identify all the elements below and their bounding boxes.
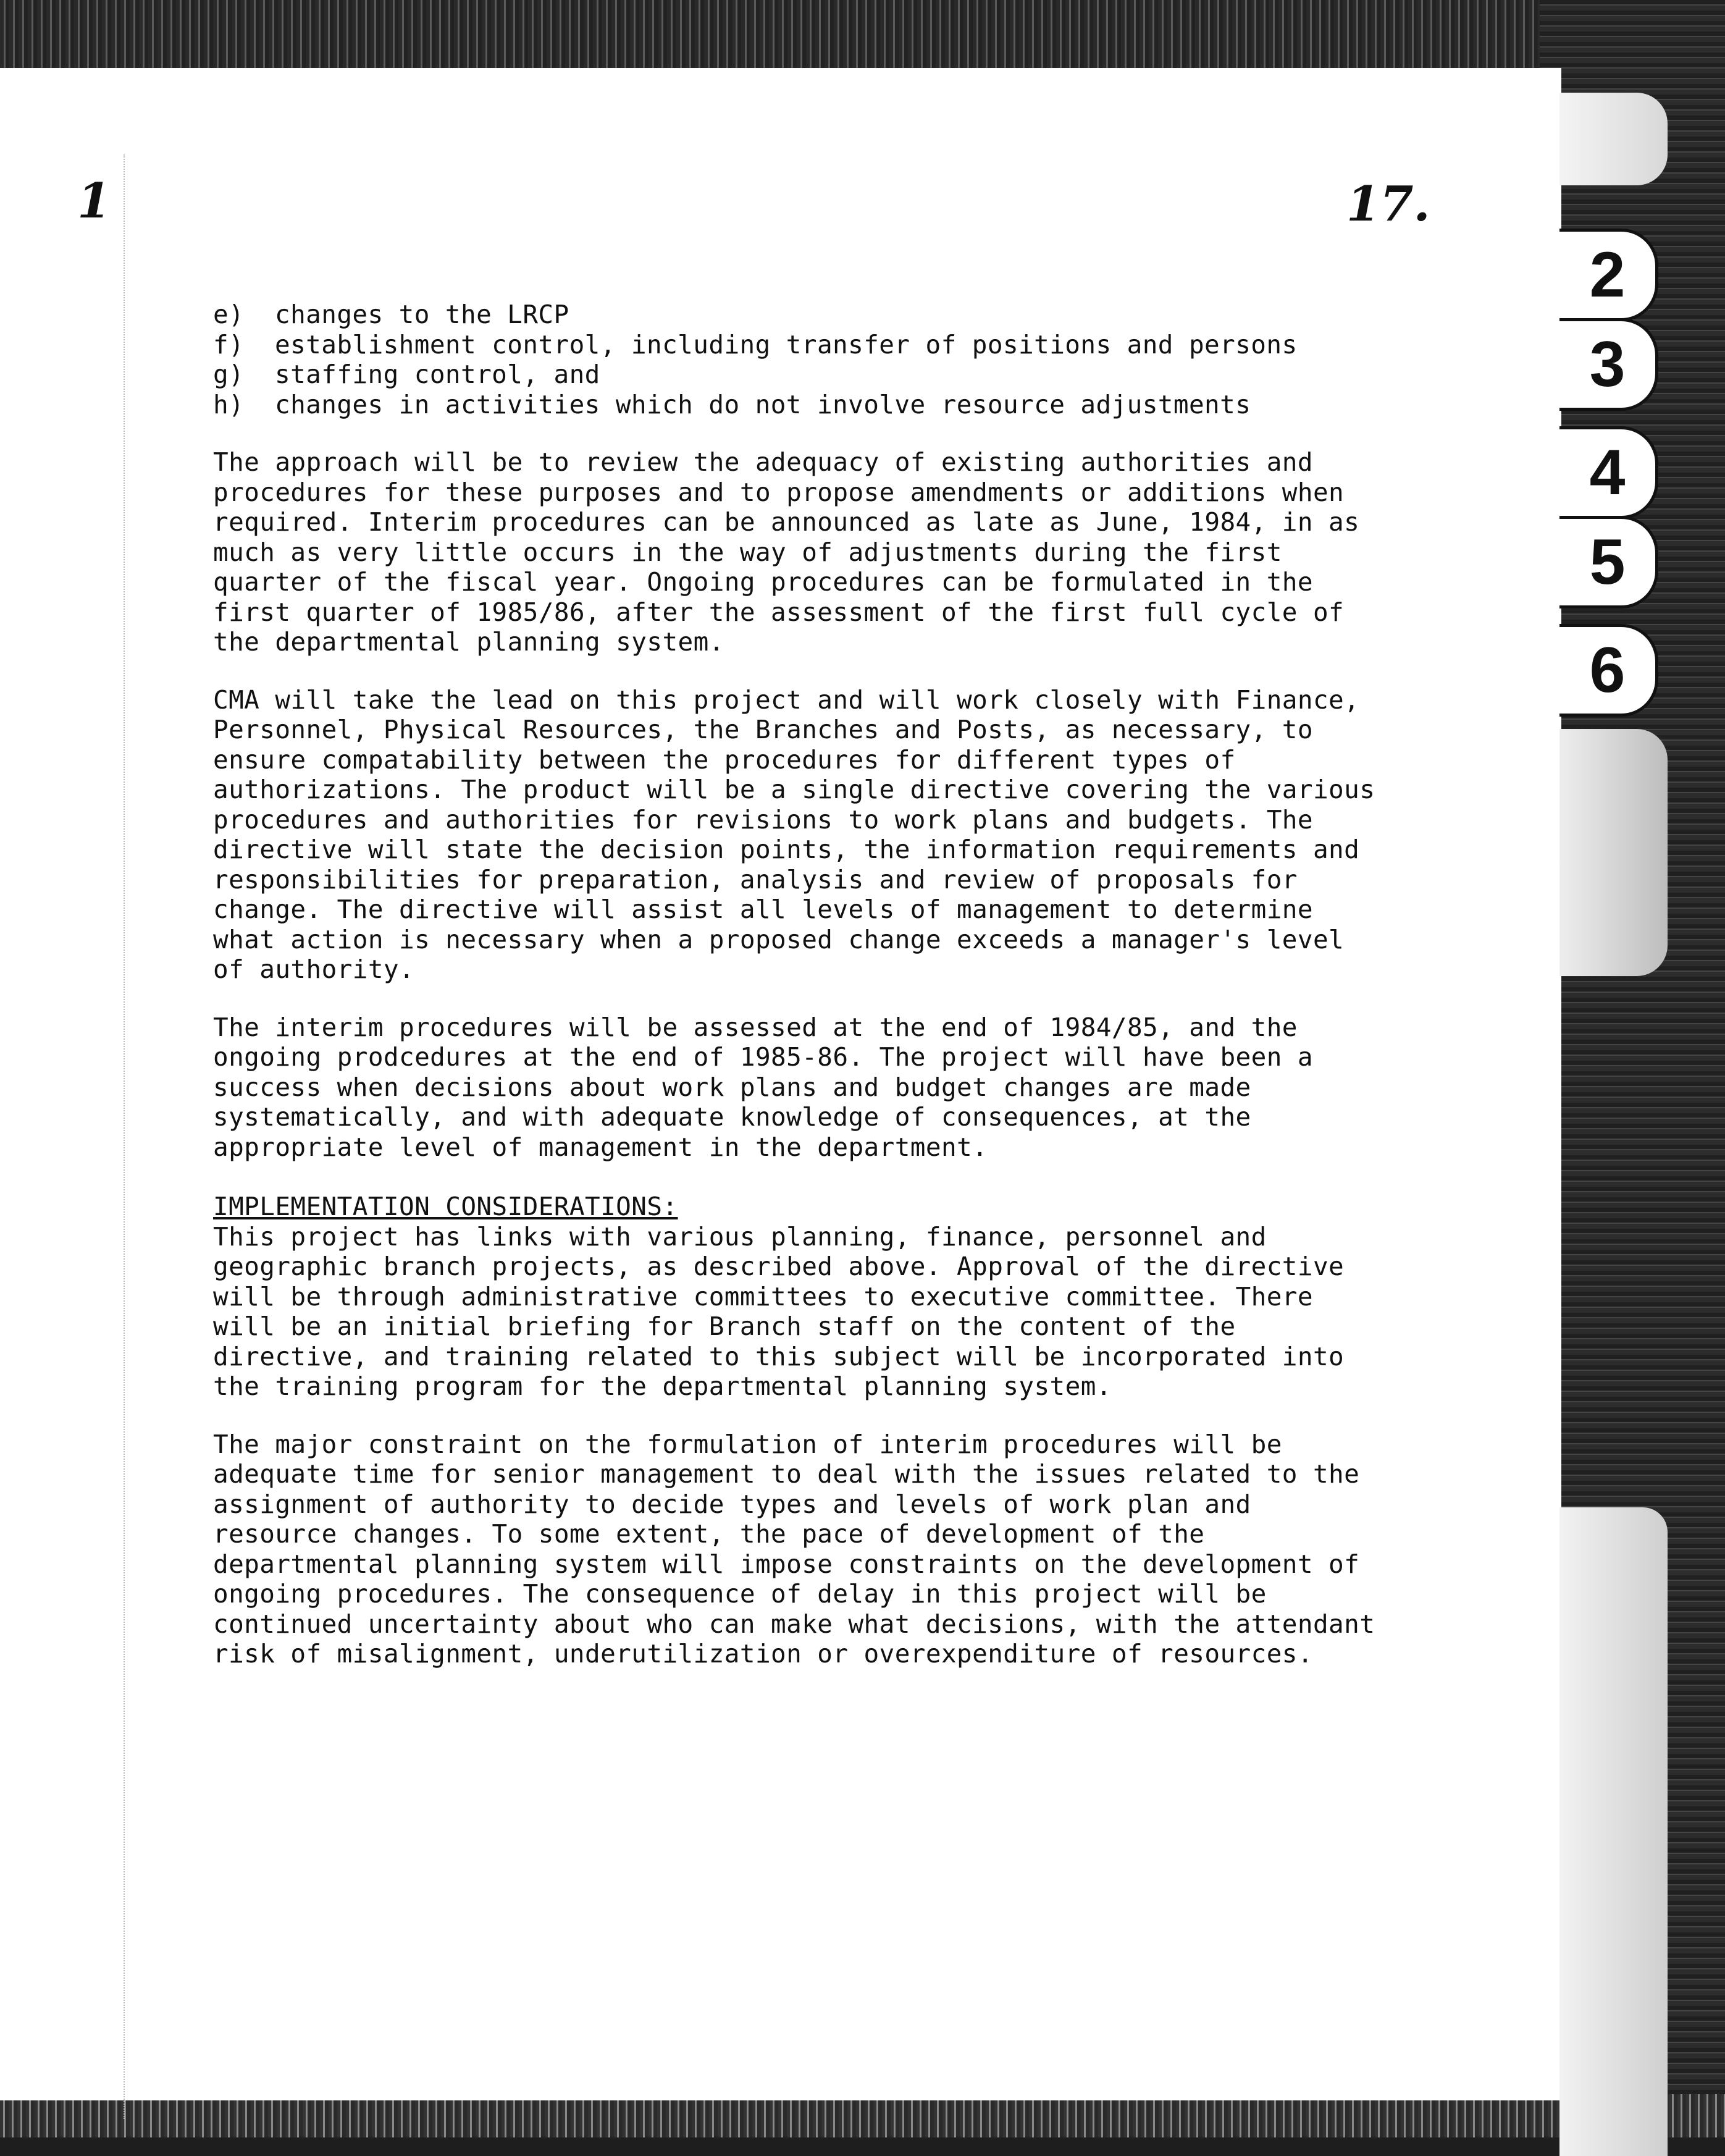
handwritten-mark-left: 1 (77, 173, 111, 229)
scan-border-bottom (0, 2094, 1725, 2137)
list-item (213, 360, 1387, 390)
section-tab-4[interactable]: 4 (1559, 426, 1658, 519)
section-tab-5[interactable]: 5 (1559, 516, 1658, 608)
paragraph-assessment: The interim procedures will be assessed at the end of 1984/85, and the ongoing prodcedures at the end of 1985-86. The project will have been a success when decisions about work plans and budget changes are made systematically, and with adequate knowledge of consequences, at the appropriate level of management in the department. (213, 1012, 1313, 1162)
list-item-label: f) (213, 329, 245, 360)
list-item-text: establishment control, including transfer of positions and persons (275, 329, 1298, 360)
paragraph-constraint: The major constraint on the formulation of interim procedures will be adequate time for senior management to deal with the issues related to the assignment of authority to decide types and levels of work plan and resource changes. To some extent, the pace of development of the departmental planning system will impose constraints on the development of ongoing procedures. The consequence of delay in this project will be continued uncertainty about who can make what decisions, with the attendant risk of misalignment, underutilization or overexpenditure of resources. (213, 1429, 1375, 1669)
tab-strip-middle (1559, 729, 1668, 976)
list-item-text: staffing control, and (275, 360, 600, 389)
tab-strip-top (1559, 93, 1668, 185)
section-tabs (1559, 93, 1695, 2070)
list-item (213, 390, 1387, 420)
paragraph-approach: The approach will be to review the adequacy of existing authorities and procedures for these purposes and to propose amendments or additions when required. Interim procedures can be announced as late as June, 1984, in as much as very little occurs in the way of adjustments during the first quarter of the fiscal year. Ongoing procedures can be formulated in the first quarter of 1985/86, after the assessment of the first full cycle of the departmental planning system. (213, 447, 1360, 657)
margin-line (124, 154, 125, 2119)
list-item-label: e) (213, 300, 245, 329)
paragraph-cma-lead: CMA will take the lead on this project and will work closely with Finance, Personnel, Physical Resources, the Branches and Posts, as necessary, to ensure compatability between the procedures for different types of authorizations. The product will be a single directive covering the various procedures and authorities for revisions to work plans and budgets. The directive will state the decision points, the information requirements and responsibilities for preparation, analysis and review of proposals for change. The directive will assist all levels of management to determine what action is necessary when a proposed change exceeds a manager's level of authority. (213, 684, 1375, 984)
section-heading: IMPLEMENTATION CONSIDERATIONS: (213, 1192, 678, 1221)
section-tab-6[interactable]: 6 (1559, 624, 1658, 717)
document-body (213, 300, 1387, 1695)
list-item (213, 330, 1387, 360)
paragraph-links: This project has links with various planning, finance, personnel and geographic branch projects, as described above. Approval of the directive will be through administrative committees to executive committee. There will be an initial briefing for Branch staff on the content of the directive, and training related to this subject will be incorporated into the training program for the departmental planning system. (213, 1221, 1345, 1401)
list-item (213, 300, 1387, 330)
list-item-text: changes in activities which do not involve resource adjustments (275, 389, 1251, 419)
list-item-label: h) (213, 389, 245, 419)
section-tab-2[interactable]: 2 (1559, 229, 1658, 321)
authority-list (213, 300, 1387, 419)
section-tab-3[interactable]: 3 (1559, 318, 1658, 411)
scan-border-top (0, 0, 1725, 74)
list-item-label: g) (213, 360, 245, 389)
handwritten-page-number: 17. (1346, 176, 1430, 232)
list-item-text: changes to the LRCP (275, 300, 569, 329)
tab-strip-lower (1559, 1507, 1668, 2156)
